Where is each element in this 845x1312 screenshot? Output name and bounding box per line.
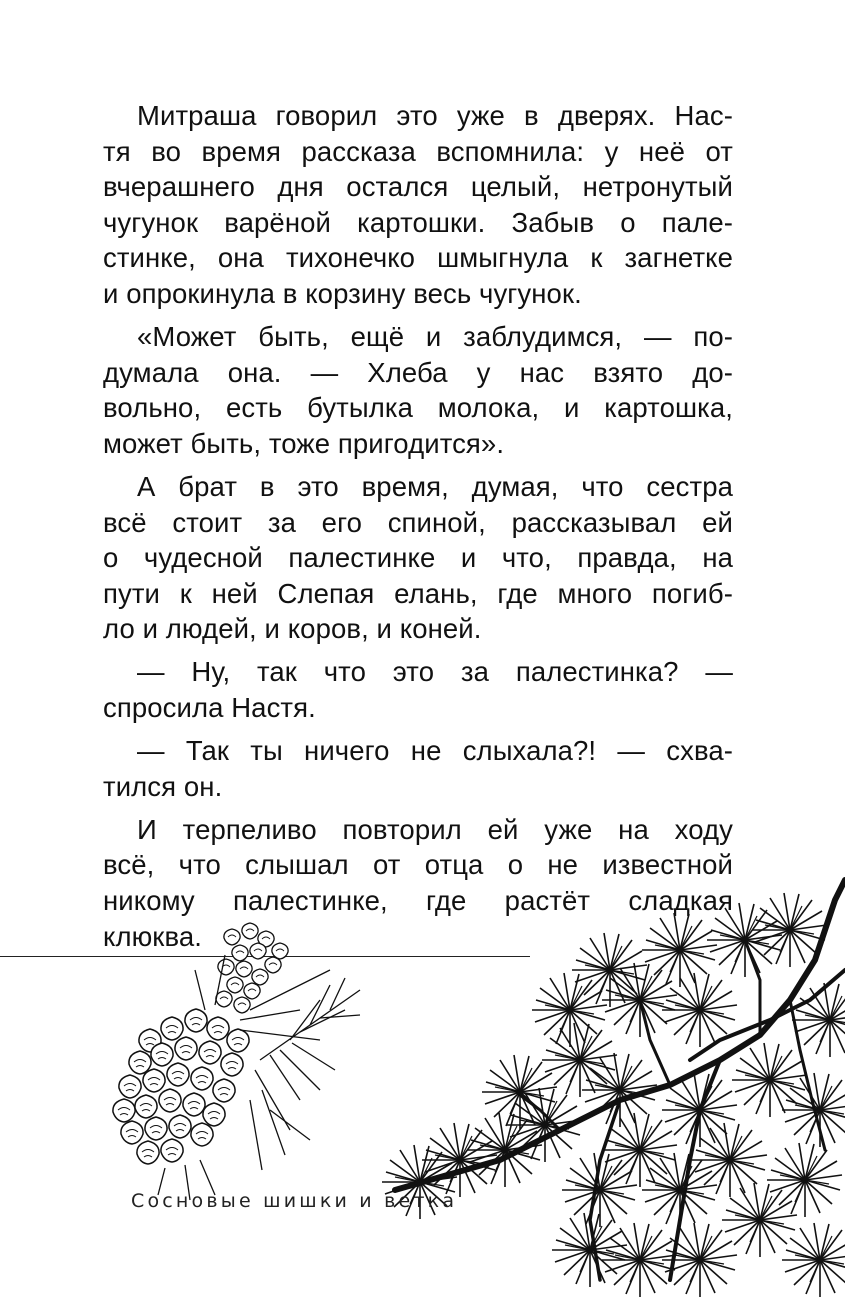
illustration-caption: Сосновые шишки и ветка (131, 1190, 458, 1212)
text-line: спросила Настя. (103, 692, 316, 723)
text-line: тился он. (103, 770, 223, 802)
paragraph-2 (103, 319, 733, 461)
text-line: вольно, есть бутылка молока, и картошка, (103, 392, 733, 424)
text-line: Митраша говорил это уже в дверях. Нас- (137, 100, 733, 131)
paragraph-1 (103, 98, 733, 312)
text-line: всё, что слышал от отца о не известной (103, 849, 733, 881)
text-line: пути к ней Слепая елань, где много погиб- (103, 577, 733, 609)
text-line: думала она. — Хлеба у нас взято до- (103, 356, 733, 388)
text-line: никому палестинке, где растёт сладкая (103, 884, 733, 916)
paragraph-3 (103, 469, 733, 647)
text-line: вчерашнего дня остался целый, нетронутый (103, 171, 733, 203)
text-line: и опрокинула в корзину весь чугунок. (103, 277, 582, 309)
pine-branch-icon (382, 880, 845, 1297)
text-line: — Так ты ничего не слыхала?! — схва- (137, 735, 733, 767)
text-line: может быть, тоже пригодится». (103, 427, 505, 459)
text-line: «Может быть, ещё и заблудимся, — по- (137, 321, 733, 353)
text-line: о чудесной палестинке и что, правда, на (103, 542, 733, 574)
paragraph-4 (103, 654, 733, 725)
paragraph-5 (103, 733, 733, 804)
text-line: всё стоит за его спиной, рассказывал ей (103, 506, 733, 538)
text-line: А брат в это время, думая, что сестра (137, 470, 733, 502)
text-line: клюква. (103, 920, 202, 952)
text-line: — Ну, так что это за палестинка? — (137, 656, 733, 688)
text-line: стинке, она тихонечко шмыгнула к загнетке (103, 242, 733, 274)
illustration (0, 860, 845, 1312)
text-line: И терпеливо повторил ей уже на ходу (137, 813, 733, 845)
text-line: тя во время рассказа вспомнила: у неё от (103, 135, 733, 167)
story-text (103, 98, 733, 954)
text-line: ло и людей, и коров, и коней. (103, 613, 482, 645)
pine-cones-icon (113, 923, 360, 1200)
text-line: чугунок варёной картошки. Забыв о пале- (103, 206, 733, 238)
